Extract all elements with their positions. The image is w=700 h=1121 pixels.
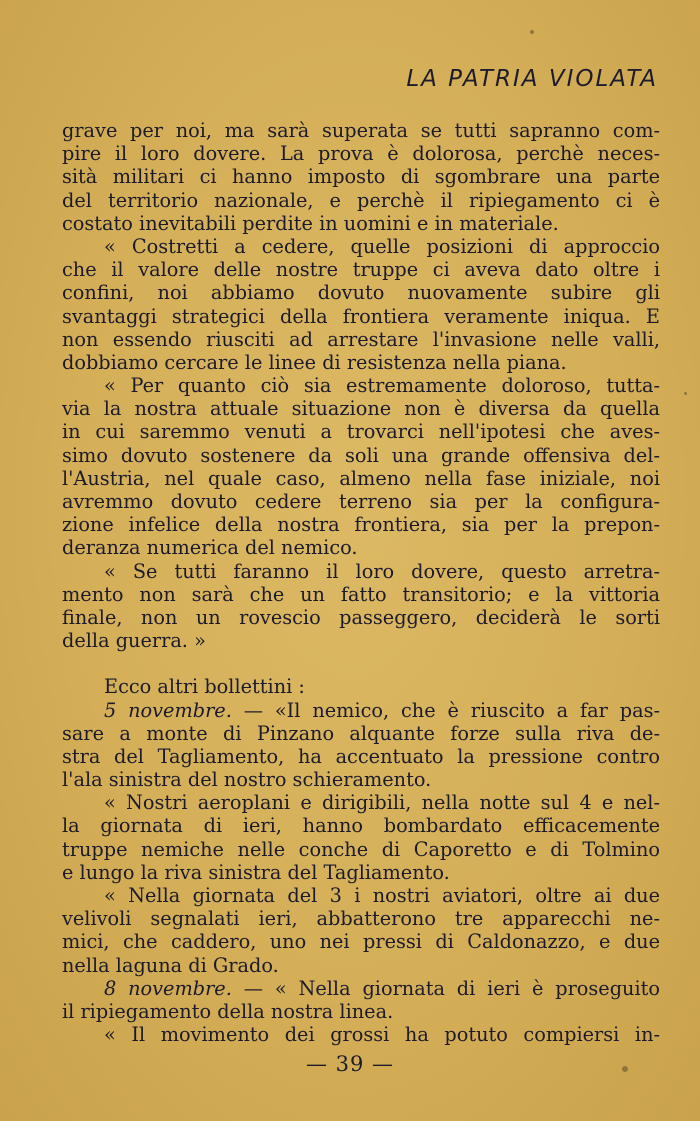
- text-line: sare a monte di Pinzano alquante forze sulla riva de-: [62, 721, 660, 745]
- text-line: « Costretti a cedere, quelle posizioni di approccio: [104, 234, 660, 258]
- text-line: truppe nemiche nelle conche di Caporetto e di Tolmino: [62, 837, 660, 861]
- text-line: svantaggi strategici della frontiera veramente iniqua. E: [62, 304, 660, 328]
- text-line: [62, 699, 660, 722]
- text-line: non essendo riusciti ad arrestare l'invasione nelle valli,: [62, 327, 660, 351]
- bulletin-text: — «Il nemico, che è riuscito a far pas-: [231, 698, 660, 722]
- running-title: LA PATRIA VIOLATA: [406, 66, 658, 92]
- text-line: « Per quanto ciò sia estremamente doloroso, tutta-: [104, 374, 660, 398]
- text-line: l'ala sinistra del nostro schieramento.: [62, 768, 432, 792]
- text-line: zione infelice della nostra frontiera, sia per la prepon-: [62, 513, 660, 537]
- text-line: Ecco altri bollettini :: [104, 675, 305, 699]
- text-line: pire il loro dovere. La prova è dolorosa, perchè neces-: [62, 142, 660, 166]
- paragraph-gap: [62, 652, 660, 675]
- text-line: sità militari ci hanno imposto di sgombrare una parte: [62, 165, 660, 189]
- text-line: mento non sarà che un fatto transitorio; e la vittoria: [62, 582, 660, 606]
- text-line: deranza numerica del nemico.: [62, 536, 358, 560]
- page-number: — 39 —: [305, 1052, 395, 1076]
- text-line: grave per noi, ma sarà superata se tutti sapranno com-: [62, 119, 660, 142]
- paper-speck: [684, 392, 687, 395]
- text-line: via la nostra attuale situazione non è diversa da quella: [62, 397, 660, 421]
- text-line: confini, noi abbiamo dovuto nuovamente subire gli: [62, 281, 660, 305]
- text-line: simo dovuto sostenere da soli una grande offensiva del-: [62, 443, 660, 467]
- bulletin-text: — « Nella giornata di ieri è proseguito: [231, 976, 660, 1000]
- bulletin-date: 8 novembre.: [104, 976, 232, 1000]
- text-line: il ripiegamento della nostra linea.: [62, 999, 394, 1023]
- text-line: « Nella giornata del 3 i nostri aviatori, oltre ai due: [104, 884, 660, 907]
- text-line: mici, che caddero, uno nei pressi di Caldonazzo, e due: [62, 930, 660, 954]
- text-line: « Il movimento dei grossi ha potuto compiersi in-: [104, 1023, 660, 1047]
- text-line: « Se tutti faranno il loro dovere, questo arretra-: [104, 559, 660, 583]
- text-line: stra del Tagliamento, ha accentuato la pressione contro: [62, 744, 660, 768]
- text-line: la giornata di ieri, hanno bombardato efficacemente: [62, 814, 660, 838]
- text-line: l'Austria, nel quale caso, almeno nella fase iniziale, noi: [62, 466, 660, 490]
- text-line: [62, 977, 660, 1000]
- text-line: della guerra. »: [62, 629, 206, 653]
- text-line: finale, non un rovescio passeggero, deciderà le sorti: [62, 605, 660, 629]
- page-text: [62, 119, 660, 1046]
- text-line: avremmo dovuto cedere terreno sia per la configura-: [62, 490, 660, 513]
- text-line: che il valore delle nostre truppe ci aveva dato oltre i: [62, 258, 660, 282]
- paper-speck: [622, 1066, 628, 1072]
- bulletin-date: 5 novembre.: [104, 698, 232, 722]
- text-line: e lungo la riva sinistra del Tagliamento.: [62, 860, 450, 884]
- text-line: del territorio nazionale, e perchè il ripiegamento ci è: [62, 188, 660, 212]
- text-line: dobbiamo cercare le linee di resistenza nella piana.: [62, 350, 567, 374]
- text-line: costato inevitabili perdite in uomini e in materiale.: [62, 211, 559, 235]
- text-line: velivoli segnalati ieri, abbatterono tre apparecchi ne-: [62, 907, 660, 931]
- text-line: « Nostri aeroplani e dirigibili, nella notte sul 4 e nel-: [104, 791, 660, 815]
- text-line: in cui saremmo venuti a trovarci nell'ipotesi che aves-: [62, 420, 660, 444]
- text-line: nella laguna di Grado.: [62, 953, 279, 977]
- paper-speck: [530, 30, 534, 34]
